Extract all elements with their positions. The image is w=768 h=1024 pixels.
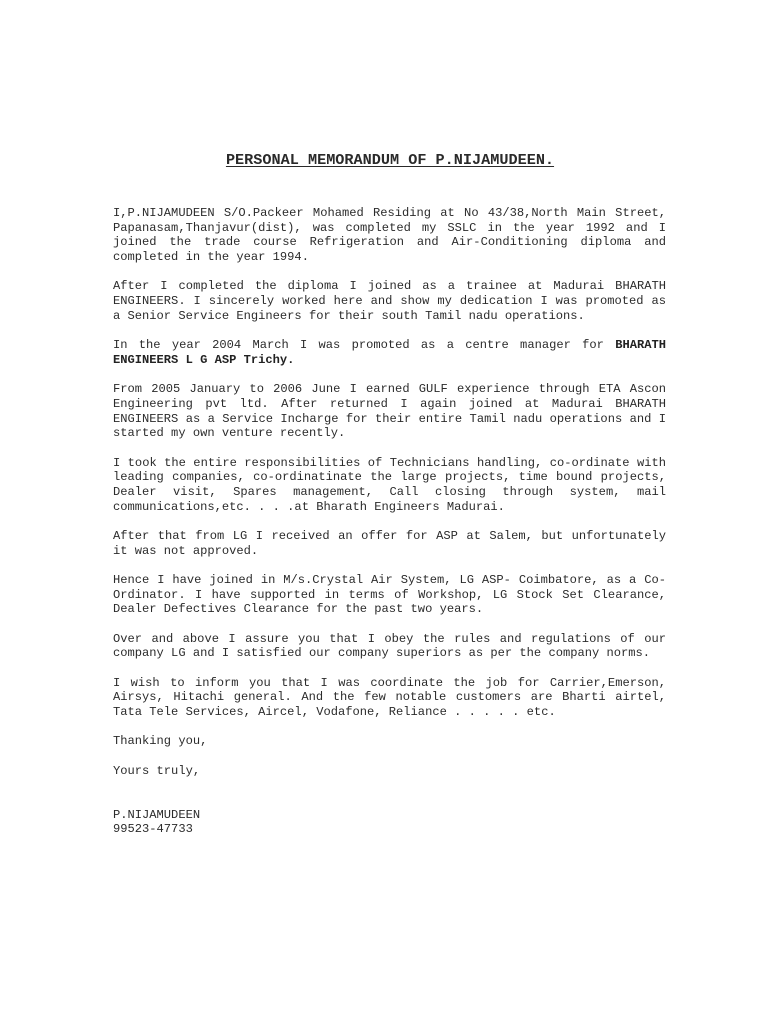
signatory-name: P.NIJAMUDEEN bbox=[113, 807, 201, 822]
paragraph-responsibilities bbox=[113, 456, 666, 515]
signature-spacer bbox=[113, 793, 666, 808]
paragraph-gulf-experience bbox=[113, 382, 666, 441]
paragraph-lg-offer bbox=[113, 529, 666, 558]
paragraph-text: After I completed the diploma I joined as a trainee at Madurai BHARATH ENGINEERS. I sincerely worked here and show my dedication I was promoted as a Senior Service Engineers for their south Tamil nadu operations. bbox=[113, 279, 666, 323]
paragraph-text: Over and above I assure you that I obey the rules and regulations of our company LG and I satisfied our company superiors as per the company norms. bbox=[113, 631, 666, 661]
paragraph-trainee-experience bbox=[113, 279, 666, 323]
paragraph-introduction bbox=[113, 206, 666, 265]
closing-valediction: Yours truly, bbox=[113, 763, 201, 778]
paragraph-text: In the year 2004 March I was promoted as a centre manager for bbox=[113, 338, 616, 353]
document-title: PERSONAL MEMORANDUM OF P.NIJAMUDEEN. bbox=[225, 151, 555, 169]
paragraph-assurance bbox=[113, 632, 666, 661]
paragraph-crystal-air bbox=[113, 573, 666, 617]
paragraph-text: Hence I have joined in M/s.Crystal Air System, LG ASP- Coimbatore, as a Co-Ordinator. I have supported in terms of Workshop, LG Stock Set Clearance, Dealer Defectives Clearance for the past two years. bbox=[113, 572, 666, 617]
paragraph-text: After that from LG I received an offer for ASP at Salem, but unfortunately it was not approved. bbox=[113, 528, 666, 558]
paragraph-customers bbox=[113, 676, 666, 720]
closing-thanks: Thanking you, bbox=[113, 734, 208, 749]
signatory-phone: 99523-47733 bbox=[113, 822, 193, 837]
paragraph-text: From 2005 January to 2006 June I earned GULF experience through ETA Ascon Engineering pvt ltd. After returned I again joined at Madurai BHARATH ENGINEERS as a Service Incharge for their entire Tamil nadu operations and I started my own venture recently. bbox=[113, 382, 666, 441]
document-body bbox=[113, 206, 666, 837]
paragraph-text: I wish to inform you that I was coordinate the job for Carrier,Emerson, Airsys, Hitachi general. And the few notable customers are Bharti airtel, Tata Tele Services, Aircel, Vodafone, Reliance . . . . . etc. bbox=[113, 675, 666, 720]
paragraph-text: I,P.NIJAMUDEEN S/O.Packeer Mohamed Residing at No 43/38,North Main Street, Papanasam,Thanjavur(dist), was completed my SSLC in the year 1992 and I joined the trade course Refrigeration and Air-Conditioning diploma and completed in the year 1994. bbox=[113, 206, 666, 265]
bold-company-name: BHARATH ENGINEERS L G ASP Trichy. bbox=[113, 338, 666, 367]
paragraph-centre-manager bbox=[113, 338, 666, 367]
paragraph-text: I took the entire responsibilities of Technicians handling, co-ordinate with leading companies, co-ordinatinate the large projects, time bound projects, Dealer visit, Spares management, Call closing through system, mail communications,etc. . . .at Bharath Engineers Madurai. bbox=[113, 455, 666, 514]
